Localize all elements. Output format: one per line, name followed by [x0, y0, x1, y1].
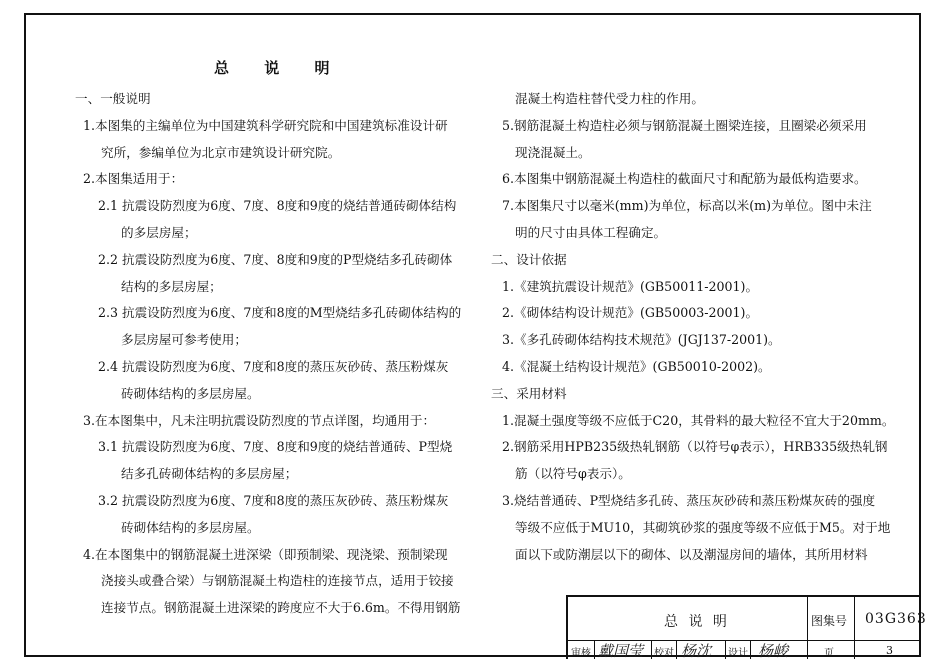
text-line: 混凝土构造柱替代受力柱的作用。 [515, 91, 704, 106]
check-label: 校对 [654, 648, 674, 659]
drawing-title: 总 说 明 [664, 614, 730, 630]
design-signature: 杨峻 [758, 642, 789, 660]
check-signature: 杨沈 [681, 642, 712, 660]
title-block-divider [725, 640, 726, 659]
text-line: 2.4 抗震设防烈度为6度、7度和8度的蒸压灰砂砖、蒸压粉煤灰 [98, 359, 449, 374]
text-line: 2.1 抗震设防烈度为6度、7度、8度和9度的烧结普通砖砌体结构 [98, 198, 457, 214]
page-number: 3 [886, 644, 893, 657]
text-line: 4.在本图集中的钢筋混凝土进深梁（即预制梁、现浇梁、预制梁现 [83, 546, 448, 562]
title-block-divider [594, 640, 595, 659]
text-line: 7.本图集尺寸以毫米(mm)为单位，标高以米(m)为单位。图中未注 [502, 198, 872, 214]
text-line: 究所，参编单位为北京市建筑设计研究院。 [101, 144, 341, 160]
text-line: 3.在本图集中，凡未注明抗震设防烈度的节点详图，均通用于： [83, 412, 436, 428]
text-line: 多层房屋可参考使用； [121, 332, 247, 348]
title-block-divider [854, 597, 855, 659]
text-line: 2.本图集适用于： [83, 171, 184, 187]
text-line: 连接节点。钢筋混凝土进深梁的跨度应不大于6.6m。不得用钢筋 [101, 600, 461, 616]
text-line: 4.《混凝土结构设计规范》(GB50010-2002)。 [502, 359, 771, 374]
title-block-divider [651, 640, 652, 659]
text-line: 3.2 抗震设防烈度为6度、7度和8度的蒸压灰砂砖、蒸压粉煤灰 [98, 493, 449, 508]
text-line: 2.3 抗震设防烈度为6度、7度和8度的M型烧结多孔砖砌体结构的 [98, 305, 462, 321]
title-block-divider [807, 597, 808, 659]
text-line: 6.本图集中钢筋混凝土构造柱的截面尺寸和配筋为最低构造要求。 [502, 171, 867, 187]
text-line: 的多层房屋； [121, 225, 197, 240]
review-label: 审核 [571, 648, 591, 659]
text-line: 结多孔砖砌体结构的多层房屋； [121, 466, 298, 482]
text-line: 明的尺寸由具体工程确定。 [515, 225, 667, 240]
text-line: 结构的多层房屋； [121, 278, 222, 294]
page-title: 总 说 明 [214, 59, 345, 77]
text-line: 一、一般说明 [75, 91, 151, 106]
text-line: 砖砌体结构的多层房屋。 [121, 385, 260, 401]
title-block-divider [676, 640, 677, 659]
text-line: 1.《建筑抗震设计规范》(GB50011-2001)。 [502, 278, 759, 294]
title-block [566, 595, 927, 660]
text-line: 1.本图集的主编单位为中国建筑科学研究院和中国建筑标准设计研 [83, 117, 448, 133]
text-line: 筋（以符号φ表示）。 [515, 466, 631, 482]
text-line: 浇接头或叠合梁）与钢筋混凝土构造柱的连接节点，适用于铰接 [101, 573, 454, 589]
atlas-number-label: 图集号 [811, 614, 848, 628]
text-line: 三、采用材料 [491, 385, 567, 401]
text-line: 5.钢筋混凝土构造柱必须与钢筋混凝土圈梁连接，且圈梁必须采用 [502, 117, 867, 133]
text-line: 2.2 抗震设防烈度为6度、7度、8度和9度的P型烧结多孔砖砌体 [98, 251, 453, 267]
text-line: 3.1 抗震设防烈度为6度、7度、8度和9度的烧结普通砖、P型烧 [98, 439, 453, 455]
title-block-divider [750, 640, 751, 659]
text-line: 等级不应低于MU10，其砌筑砂浆的强度等级不应低于M5。对于地 [515, 519, 891, 535]
design-label: 设计 [728, 648, 748, 659]
atlas-number: 03G363 [865, 611, 927, 627]
text-line: 3.《多孔砖砌体结构技术规范》(JGJ137-2001)。 [502, 332, 781, 348]
text-line: 2.《砌体结构设计规范》(GB50003-2001)。 [502, 305, 759, 321]
text-line: 现浇混凝土。 [515, 144, 591, 160]
review-signature: 戴国莹 [598, 642, 644, 660]
text-line: 砖砌体结构的多层房屋。 [121, 519, 260, 535]
page-label: 页 [824, 648, 834, 659]
text-line: 2.钢筋采用HPB235级热轧钢筋（以符号φ表示），HRB335级热轧钢 [502, 439, 888, 455]
text-line: 面以下或防潮层以下的砌体、以及潮湿房间的墙体，其所用材料 [515, 546, 868, 562]
text-line: 3.烧结普通砖、P型烧结多孔砖、蒸压灰砂砖和蒸压粉煤灰砖的强度 [502, 493, 876, 508]
text-line: 二、设计依据 [491, 251, 567, 267]
text-line: 1.混凝土强度等级不应低于C20，其骨料的最大粒径不宜大于20mm。 [502, 412, 895, 428]
